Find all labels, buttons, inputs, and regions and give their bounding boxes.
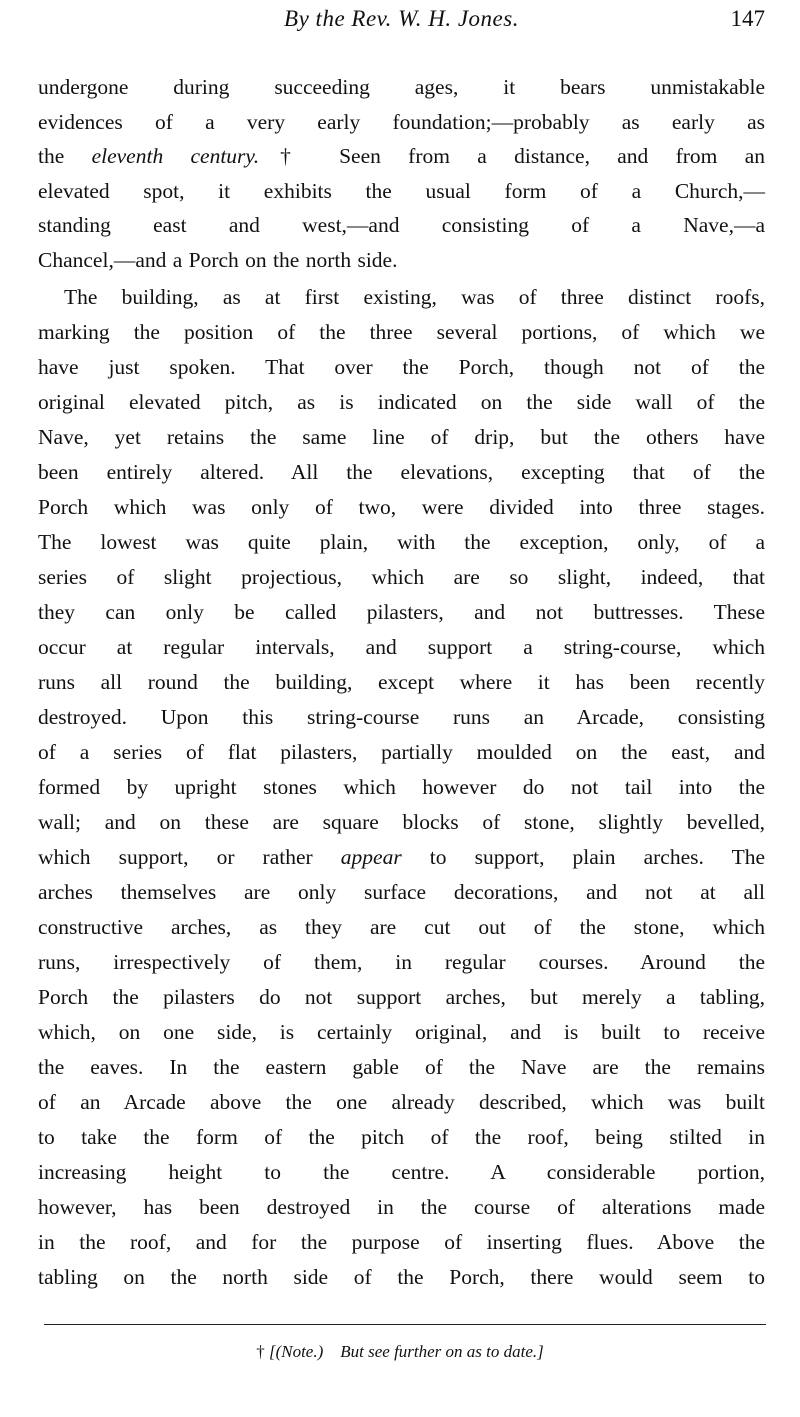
text-run: wall; and on these are square blocks of stone, slightly bevelled, [38,810,765,834]
text-line [38,1050,765,1085]
text-run: however, has been destroyed in the course of alterations made [38,1195,765,1219]
paragraph-1 [38,70,765,277]
text-run: Chancel,—and a Porch on the north side. [38,247,398,272]
text-run: elevated spot, it exhibits the usual form of a Church,— [38,178,765,203]
text-run: tabling on the north side of the Porch, there would seem to [38,1265,765,1289]
footnote-text: But see further on as to date.] [340,1342,544,1361]
text-run: The lowest was quite plain, with the exception, only, of a [38,530,765,554]
page-header [38,6,765,40]
text-run: † Seen from a distance, and from an [259,144,765,168]
text-run: marking the position of the three several portions, of which we [38,320,765,344]
text-run: Porch which was only of two, were divided into three stages. [38,495,765,519]
text-run: they can only be called pilasters, and not buttresses. These [38,600,765,624]
paragraph-2 [38,280,765,1295]
text-run: the [38,144,92,168]
text-line [38,525,765,560]
text-line [38,805,765,840]
text-run: of a series of flat pilasters, partially moulded on the east, and [38,740,765,764]
italic-text: appear [340,845,402,869]
text-line [38,770,765,805]
text-line [38,174,765,209]
text-line [38,105,765,140]
page-number: 147 [730,6,765,31]
text-run: Nave, yet retains the same line of drip, but the others have [38,425,765,449]
text-run: series of slight projectious, which are so slight, indeed, that [38,565,765,589]
text-line [38,840,765,875]
text-line [38,280,765,315]
text-run: have just spoken. That over the Porch, though not of the [38,355,765,379]
text-line [38,875,765,910]
footnote-divider [44,1324,766,1325]
text-run: which, on one side, is certainly original, and is built to receive [38,1020,765,1044]
text-line [38,315,765,350]
text-run: occur at regular intervals, and support a string-course, which [38,635,765,659]
text-line [38,70,765,105]
text-run: constructive arches, as they are cut out of the stone, which [38,915,765,939]
text-line [38,630,765,665]
text-run: to take the form of the pitch of the roof, being stilted in [38,1125,765,1149]
text-run: runs, irrespectively of them, in regular courses. Around the [38,950,765,974]
text-run: been entirely altered. All the elevations, excepting that of the [38,460,765,484]
text-run: Porch the pilasters do not support arches, but merely a tabling, [38,985,765,1009]
text-run: in the roof, and for the purpose of inserting flues. Above the [38,1230,765,1254]
text-line [38,490,765,525]
text-run: of an Arcade above the one already described, which was built [38,1090,765,1114]
footnote-label: [(Note.) [268,1342,324,1361]
text-run: to support, plain arches. The [401,845,765,869]
text-line [38,945,765,980]
text-line [38,385,765,420]
text-line [38,455,765,490]
text-run: the eaves. In the eastern gable of the Nave are the remains [38,1055,765,1079]
text-run: standing east and west,—and consisting of a Nave,—a [38,213,765,237]
text-line [38,1085,765,1120]
text-run: arches themselves are only surface decorations, and not at all [38,880,765,904]
text-run: original elevated pitch, as is indicated on the side wall of the [38,390,765,414]
italic-text: eleventh century. [91,144,260,168]
text-line [38,1015,765,1050]
text-line [38,350,765,385]
footnote-mark: † [256,1342,265,1361]
text-line [38,560,765,595]
text-line [38,910,765,945]
text-run: evidences of a very early foundation;—probably as early as [38,109,765,134]
text-line [38,1120,765,1155]
text-run: formed by upright stones which however do not tail into the [38,775,765,799]
text-run: The building, as at first existing, was of three distinct roofs, [64,285,765,309]
footnote [0,1342,800,1362]
text-line [38,1190,765,1225]
text-line [38,243,765,278]
text-line [38,1155,765,1190]
text-run: undergone during succeeding ages, it bears unmistakable [38,75,765,99]
text-line [38,1225,765,1260]
text-line [38,208,765,243]
text-line [38,139,765,174]
text-run: which support, or rather [38,845,341,869]
text-line [38,595,765,630]
running-title: By the Rev. W. H. Jones. [284,6,519,31]
text-run: destroyed. Upon this string-course runs an Arcade, consisting [38,705,765,729]
text-line [38,665,765,700]
text-line [38,980,765,1015]
text-run: runs all round the building, except where it has been recently [38,670,765,694]
text-run: increasing height to the centre. A considerable portion, [38,1160,765,1184]
text-line [38,735,765,770]
text-line [38,1260,765,1295]
text-line [38,700,765,735]
text-line [38,420,765,455]
